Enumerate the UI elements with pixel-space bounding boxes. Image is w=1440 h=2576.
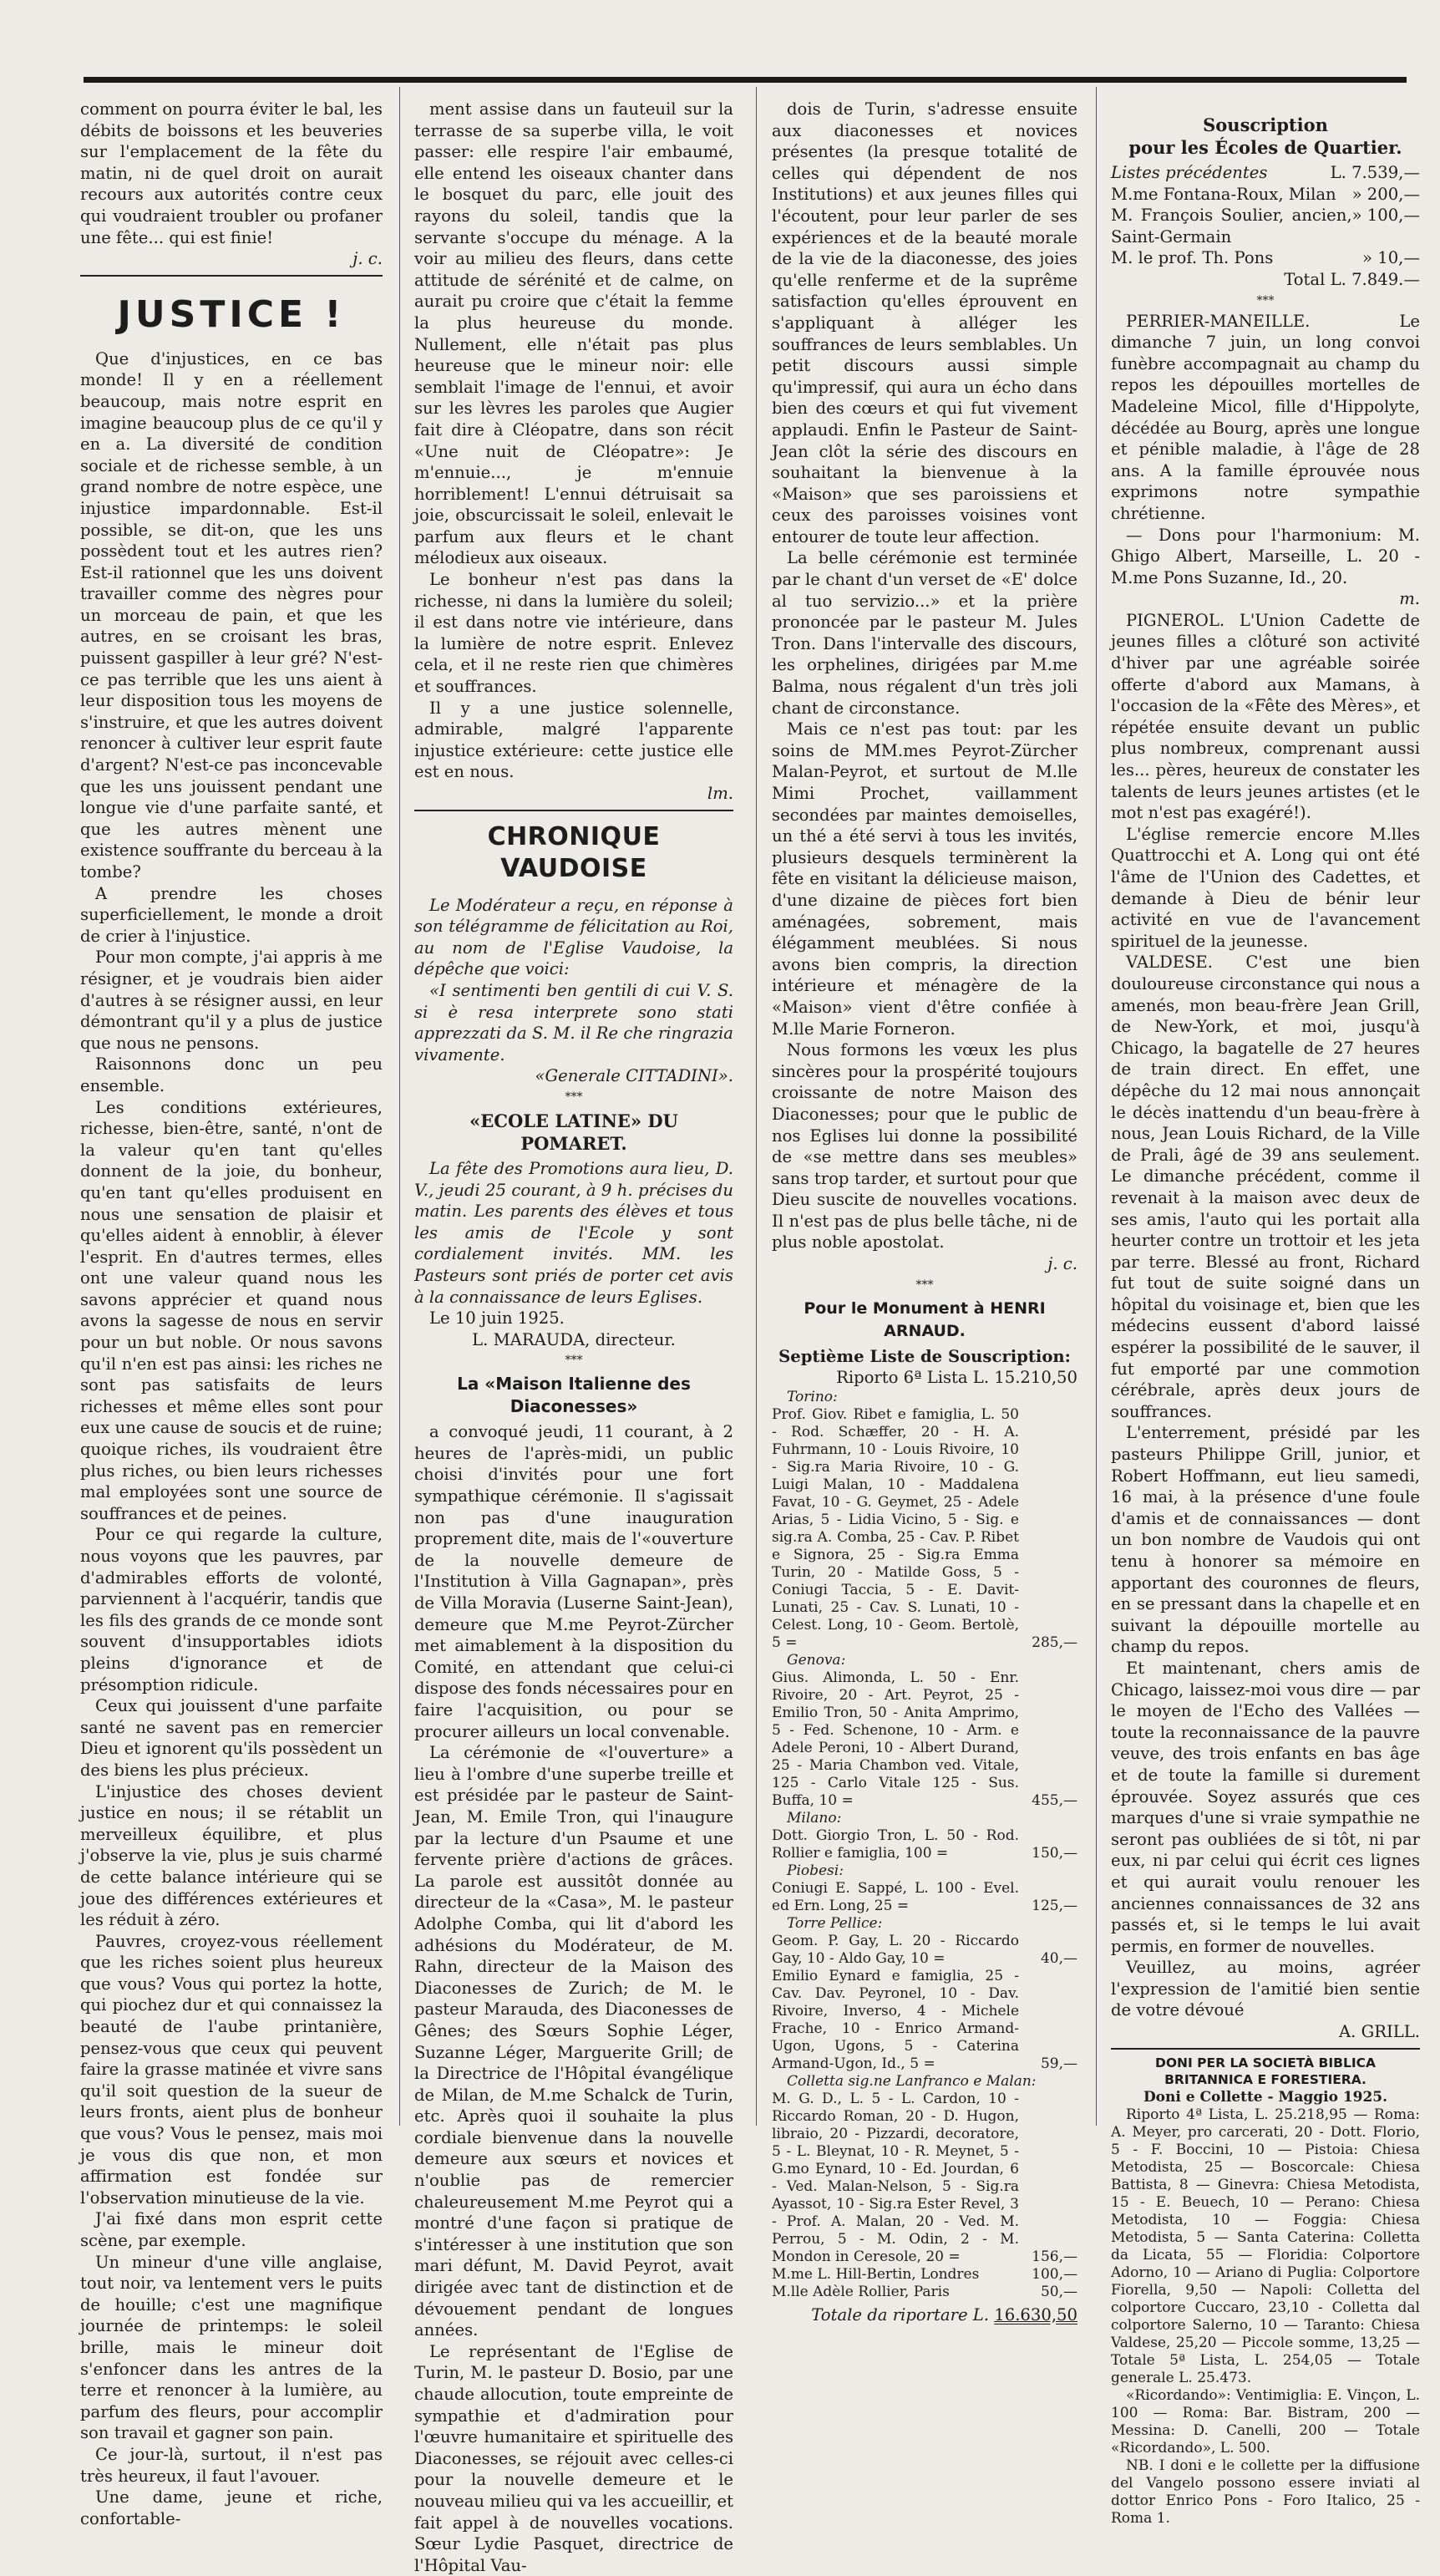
top-rule [84, 77, 1407, 83]
souscription-total: Total L. 7.849.— [1284, 269, 1420, 289]
list-item-amount: 40,— [1040, 1949, 1077, 1967]
monument-list [772, 1389, 1077, 2301]
list-item [772, 1968, 1077, 2073]
paragraph: J'ai fixé dans mon esprit cette scène, par exemple. [80, 2209, 383, 2250]
list-item [772, 2284, 1077, 2301]
paragraph: PERRIER-MANEILLE. Le dimanche 7 juin, un long convoi funèbre accompagnait au champ du repos les dépouilles mortelles de Madeleine Micol, fille d'Hippolyte, décédée au Bourg, après une longue et pénible maladie, à l'âge de 28 ans. A la famille éprouvée nous exprimons notre sympathie chrétienne. [1111, 311, 1420, 523]
list-item-amount: 125,— [1032, 1897, 1077, 1914]
paragraph: Raisonnons donc un peu ensemble. [80, 1054, 383, 1095]
paragraph: Et maintenant, chers amis de Chicago, laissez-moi vous dire — par le moyen de l'Echo des Vallées — toute la reconnaissance de la pauvre veuve, des trois enfants en bas âge et de toute la famille si durement éprouvée. Soyez assurés que ces marques d'une si vraie sympathie ne seront pas oubliées de si tôt, ni par eux, ni par celui qui écrit ces lignes et qui aurait voulu renouer les anciennes connaissances de 32 ans passés et, si le temps le lui avait permis, en former de nouvelles. [1111, 1658, 1420, 1956]
paragraph: PIGNEROL. L'Union Cadette de jeunes filles a clôturé son activité d'hiver par une agréable soirée offerte d'abord aux Mamans, à l'occasion de la «Fête des Mères», et répétée ensuite devant un public plus nombreux, comprenant aussi les... pères, heureux de constater les talents de leurs jeunes artistes (et le mot n'est pas exagéré!). [1111, 610, 1420, 823]
monument-subtitle: Septième Liste de Souscription: [778, 1346, 1071, 1366]
list-item-text: M.lle Adèle Rollier, Paris [772, 2283, 950, 2300]
souscription-row [1111, 162, 1420, 184]
paragraph: La belle cérémonie est terminée par le chant d'un verset de «E' dolce al tuo servizio...» et la prière prononcée par le pasteur M. Jules Tron. Dans l'intervalle des discours, les orphelines, dirigées par M.me Balma, nous régalent d'un très joli chant de circonstance. [772, 548, 1077, 718]
separator-stars: *** [565, 1354, 583, 1368]
list-group-city: Piobesi: [787, 1862, 844, 1879]
paragraph: A prendre les choses superficiellement, le monde a droit de crier à l'injustice. [80, 883, 383, 946]
list-group-city: Torino: [787, 1388, 838, 1405]
paragraph: Les conditions extérieures, richesse, bien-être, santé, n'ont de la valeur qu'en tant qu'elles donnent de la joie, du bonheur, qu'en tant qu'elles produisent en nous une sensation de plaisir et qu'elles aident à ennoblir, à élever l'esprit. En d'autres termes, elles ont une valeur quand nous les savons apprécier et quand nous avons la sagesse de nous en servir pour un but noble. Or nous savons qu'il n'en est pas ainsi: les riches ne sont pas satisfaits de leurs richesses et même elles sont pour eux une cause de soucis et de ruine; quoique riches, ils voudraient être plus riches, ou bien leurs richesses mal employées sont une source de souffrances et de peines. [80, 1097, 383, 1523]
chronique-quote: «I sentimenti ben gentili di cui V. S. si è resa interprete sono stati apprezzati da S. M. il Re che ringrazia vivamente. [414, 980, 733, 1064]
list-group-city: Torre Pellice: [787, 1914, 883, 1932]
list-item [772, 1827, 1077, 1862]
list-item-amount: 50,— [1040, 2283, 1077, 2300]
paragraph: Une dame, jeune et riche, confortable- [80, 2487, 383, 2528]
souscription-subtitle: pour les Écoles de Quartier. [1128, 137, 1402, 158]
ecole-signature: L. MARAUDA, directeur. [472, 1329, 676, 1349]
local-news [1111, 311, 1420, 2022]
justice-title: JUSTICE ! [117, 292, 346, 336]
column-2 [414, 99, 733, 2576]
souscription-amount: » 10,— [1362, 248, 1420, 268]
doni-note: NB. I doni e le collette per la diffusione del Vangelo possono essere inviati al dottor Enrico Pons - Foro Italico, 25 - Roma 1. [1111, 2457, 1420, 2527]
souscription-list [1111, 162, 1420, 269]
paragraph: Nous formons les vœux les plus sincères pour la prospérité toujours croissante de notre Maison des Diaconesses; pour que le public de nos Eglises lui donne la possibilité de «se mettre dans ses meubles» sans trop tarder, et surtout pour que Dieu suscite de nouvelles vocations. Il n'est pas de plus belle tâche, ni de plus noble apostolat. [772, 1040, 1077, 1252]
list-item [772, 1669, 1077, 1810]
monument-total-label: Totale da riportare L. [811, 2304, 990, 2324]
list-group-city: Genova: [787, 1651, 846, 1669]
list-group-city: Milano: [787, 1809, 842, 1827]
paragraph: Le bonheur n'est pas dans la richesse, ni dans la lumière du soleil; il est dans notre vie intérieure, dans la lumière de notre esprit. Enlevez cela, et il ne reste rien que chimères et souffrances. [414, 570, 733, 697]
paragraph: — Dons pour l'harmonium: M. Ghigo Albert, Marseille, L. 20 - M.me Pons Suzanne, Id., 20. [1111, 525, 1420, 587]
souscription-row [1111, 184, 1420, 206]
doni-text: Riporto 4ª Lista, L. 25.218,95 — Roma: A. Meyer, pro carcerati, 20 - Dott. Florio, 5 - F. Boccini, 10 — Pistoia: Chiesa Metodista, 25 — Boscorcale: Chiesa Battista, 8 — Ginevra: Chiesa Metodista, 15 - E. Beuech, 10 — Perano: Chiesa Metodista, 10 — Foggia: Chiesa Metodista, 5 — Santa Caterina: Colletta da Licata, 55 — Floridia: Colportore Adorno, 10 — Ariano di Puglia: Colportore Fiorella, 9,50 — Napoli: Colletta del colportore Cuccaro, 23,10 - Colletta dal colportore Salerno, 10 — Taranto: Chiesa Valdese, 25,20 — Piccole somme, 13,25 — Totale 5ª Lista, L. 254,05 — Totale generale L. 25.473. [1111, 2106, 1420, 2386]
separator-stars: *** [1256, 293, 1275, 307]
intro-text: comment on pourra éviter le bal, les débits de boissons et les beuveries sur l'emplacement de la fête du matin, ni de quel droit on aurait recours aux autorités contre ceux qui voudraient troubler ou profaner une fête... qui est finie! [80, 99, 383, 247]
list-item-text: Dott. Giorgio Tron, L. 50 - Rod. Rollier e famiglia, 100 = [772, 1827, 1019, 1862]
paragraph: L'église remercie encore M.lles Quattrocchi et A. Long qui ont été l'âme de l'Union des Cadettes, et demande à Dieu de bénir leur activité en vue de l'avancement spirituel de la jeunesse. [1111, 824, 1420, 951]
list-item-amount: 285,— [1032, 1633, 1077, 1651]
paragraph: Pour ce qui regarde la culture, nous voyons que les pauvres, par d'admirables efforts de volonté, parviennent à l'acquérir, tandis que les fils des grands de ce monde sont souvent d'insupportables idiots pleins d'ignorance et de présomption ridicule. [80, 1525, 383, 1694]
maison-article-continued [772, 99, 1077, 1253]
section-rule [80, 275, 383, 277]
paragraph: Que d'injustices, en ce bas monde! Il y en a réellement beaucoup, mais notre esprit en imagine beaucoup plus de ce qu'il y en a. La diversité de condition sociale et de richesse semble, à un grand nombre de notre espèce, une injustice impardonnable. Est-il possible, se dit-on, que les uns possèdent tout et les autres rien? Est-il rationnel que les uns doivent travailler comme des nègres pour un morceau de pain, et que les autres, en se croisant les bras, puissent gaspiller à leur gré? N'est-ce pas terrible que les uns aient à leur disposition tous les moyens de s'instruire, et que les autres doivent renoncer à cultiver leur esprit faute d'argent? N'est-ce pas inconcevable que les uns jouissent pendant une longue vie d'une parfaite santé, et que les autres mènent une existence souffrante du berceau à la tombe? [80, 348, 383, 882]
list-item-text: M.me L. Hill-Bertin, Londres [772, 2265, 980, 2283]
paragraph: Ceux qui jouissent d'une parfaite santé ne savent pas en remercier Dieu et ignorent qu'ils possèdent un des biens les plus précieux. [80, 1696, 383, 1780]
monument-total [772, 2304, 1077, 2326]
paragraph: Mais ce n'est pas tout: par les soins de MM.mes Peyrot-Zürcher Malan-Peyrot, et surtout de M.lle Mimi Prochet, vaillamment secondées par maintes demoiselles, un thé a été servi à tous les invités, plusieurs desquels terminèrent la fête en visitant la délicieuse maison, d'une dizaine de pièces fort bien aménagées, sobrement, mais élégamment meublées. Si nous avons bien compris, la direction intérieure et ménagère de la «Maison» vient d'être confiée à M.lle Marie Forneron. [772, 719, 1077, 1039]
paragraph: Il y a une justice solennelle, admirable, malgré l'apparente injustice extérieure: cette justice elle est en nous. [414, 698, 733, 782]
list-item [772, 1933, 1077, 1968]
paragraph: Pauvres, croyez-vous réellement que les riches soient plus heureux que vous? Vous qui portez la hotte, qui piochez dur et qui connaissez la beauté de l'aube printanière, pensez-vous que ceux qui peuvent faire la grasse matinée et vivre sans qu'il soit question de la sueur de leurs fronts, aient plus de bonheur que vous? Vous le pensez, mais moi je vous dis que non, et mon affirmation est fondée sur l'observation minutieuse de la vie. [80, 1931, 383, 2208]
monument-total-amount: 16.630,50 [994, 2304, 1077, 2324]
souscription-row [1111, 205, 1420, 247]
list-item-amount: 150,— [1032, 1844, 1077, 1862]
paragraph: dois de Turin, s'adresse ensuite aux diaconesses et novices présentes (la presque totalité de celles qui dépendent de nos Institutions) et aux jeunes filles qui l'écoutent, pour leur parler de ses expériences et de la beauté morale de la vie de la diaconesse, des joies qu'elle renferme et de la suprême satisfaction qu'elles éprouvent en s'appliquant à alléger les souffrances de leurs semblables. Un petit discours aussi simple qu'impressif, qui aura un écho dans bien des cœurs et qui fut vivement applaudi. Enfin le Pasteur de Saint-Jean clôt la série des discours en souhaitant la bienvenue à la «Maison» que ses paroissiens et ceux des paroisses voisines vont entourer de toute leur affection. [772, 99, 1077, 546]
souscription-label: Listes précédentes [1111, 163, 1268, 182]
maison-signature: j. c. [1047, 1254, 1077, 1274]
paragraph: Ce jour-là, surtout, il n'est pas très heureux, il faut l'avouer. [80, 2444, 383, 2486]
doni-subtitle: Doni e Collette - Maggio 1925. [1143, 2088, 1388, 2106]
column-divider [1096, 87, 1097, 2126]
list-item-text: Gius. Alimonda, L. 50 - Enr. Rivoire, 20 - Art. Peyrot, 25 - Emilio Tron, 50 - Anita Amprimo, 5 - Fed. Schenone, 10 - Arm. e Adele Peroni, 10 - Albert Durand, 25 - Maria Chambon ved. Vitale, 125 - Carlo Vitale 125 - Sus. Buffa, 10 = [772, 1669, 1019, 1809]
doni-text-ricordando: «Ricordando»: Ventimiglia: E. Vinçon, L. 100 — Roma: Bar. Bistram, 200 — Messina: D. Canelli, 200 — Totale «Ricordando», L. 500. [1111, 2386, 1420, 2457]
justice-article-continued [414, 99, 733, 783]
list-item-amount: 100,— [1032, 2265, 1077, 2283]
chronique-title: CHRONIQUE VAUDOISE [487, 821, 661, 883]
separator-stars: *** [915, 1278, 934, 1292]
souscription-title: Souscription [1203, 114, 1328, 135]
maison-article [414, 1421, 733, 2576]
column-1 [80, 99, 383, 2529]
list-item [772, 2091, 1077, 2266]
ecole-date: Le 10 juin 1925. [429, 1308, 565, 1329]
list-item-text: M. G. D., L. 5 - L. Cardon, 10 - Riccardo Roman, 20 - D. Hugon, libraio, 20 - Pizzardi, decoratore, 5 - L. Bleynat, 10 - R. Meynet, 5 - G.mo Eynard, 10 - Ed. Jourdan, 6 - Ved. Malan-Nelson, 5 - Sig.ra Ayassot, 10 - Sig.ra Ester Revel, 3 - Prof. A. Malan, 20 - Ved. M. Perrou, 5 - M. Odin, 2 - M. Mondon in Ceresole, 20 = [772, 2090, 1019, 2265]
list-item-amount: 59,— [1040, 2055, 1077, 2072]
ecole-text: La fête des Promotions aura lieu, D. V., jeudi 25 courant, à 9 h. précises du matin. Les parents des élèves et tous les amis de l'Ecole y sont cordialement invités. MM. les Pasteurs sont priés de porter cet avis à la connaissance de leurs Eglises. [414, 1158, 733, 1307]
column-divider [399, 87, 400, 2126]
intro-signature: j. c. [352, 249, 383, 269]
ecole-title: «ECOLE LATINE» DU POMARET. [469, 1110, 678, 1154]
column-4 [1111, 99, 1420, 2528]
souscription-label: M. le prof. Th. Pons [1111, 248, 1274, 268]
separator-stars: *** [565, 1090, 583, 1104]
paragraph: Le représentant de l'Eglise de Turin, M. le pasteur D. Bosio, par une chaude allocution, toute empreinte de sympathie et d'admiration pour l'œuvre humanitaire et spirituelle des Diaconesses, se réjouit avec celles-ci pour la nouvelle demeure et le nouveau milieu qui va les accueillir, et fait appel à de nouvelles vocations. Sœur Lydie Pasquet, directrice de l'Hôpital Vau- [414, 2341, 733, 2575]
paragraph: VALDESE. C'est une bien douloureuse circonstance qui nous a amenés, mon beau-frère Jean Grill, de New-York, et moi, jusqu'à Chicago, la bagatelle de 27 heures de train direct. En effet, une dépêche du 12 mai nous annonçait le décès inattendu d'un beau-frère à nous, Jean Louis Richard, de la Ville de Prali, âgé de 39 ans seulement. Le dimanche précédent, comme il revenait à la maison avec deux de ses amis, l'auto qui les portait alla heurter contre un trottoir et les jeta par terre. Blessé au front, Richard fut tout de suite soigné dans un hôpital du voisinage et, bien que les médecins eussent d'abord laissé espérer la possibilité de le sauver, il fut emporté par une commotion cérébrale, après deux jours de souffrances. [1111, 953, 1420, 1421]
paragraph: Un mineur d'une ville anglaise, tout noir, va lentement vers le puits de houille; c'est une magnifique journée de printemps: le soleil brille, mais le mineur doit s'enfoncer dans les antres de la terre et renoncer à la lumière, au parfum des fleurs, pour accomplir son travail et gagner son pain. [80, 2252, 383, 2443]
section-rule [414, 810, 733, 811]
section-rule [1111, 2048, 1420, 2050]
list-item-text: Geom. P. Gay, L. 20 - Riccardo Gay, 10 - Aldo Gay, 10 = [772, 1932, 1019, 1967]
souscription-row [1111, 247, 1420, 269]
list-item-text: Coniugi E. Sappé, L. 100 - Evel. ed Ern. Long, 25 = [772, 1879, 1019, 1914]
list-item-text: Emilio Eynard e famiglia, 25 - Cav. Dav. Peyronel, 10 - Dav. Rivoire, Inverso, 4 - Michele Frache, 10 - Enrico Armand-Ugon, Ugons, 5 - Caterina Armand-Ugon, Id., 5 = [772, 1967, 1019, 2072]
doni-title: DONI PER LA SOCIETÀ BIBLICA BRITANNICA E FORESTIERA. [1155, 2055, 1376, 2087]
chronique-intro: Le Modérateur a reçu, en réponse à son télégramme de félicitation au Roi, au nom de l'Eglise Vaudoise, la dépêche que voici: [414, 895, 733, 979]
maison-title: La «Maison Italienne des Diaconesses» [457, 1374, 691, 1417]
paragraph: ment assise dans un fauteuil sur la terrasse de sa superbe villa, le voit passer: elle respire l'air embaumé, elle entend les oiseaux chanter dans le bosquet du parc, elle jouit des rayons du soleil, tandis que la servante s'occupe du ménage. A la voir au milieu des fleurs, dans cette attitude de sérénité et de calme, on aurait pu croire que c'était la femme la plus heureuse du monde. Nullement, elle n'était pas plus heureuse que le mineur noir: elle semblait l'image de l'ennui, et avoir sur les lèvres les paroles que Augier fait dire à Cléopatre, dans son récit «Une nuit de Cléopatre»: Je m'ennuie..., je m'ennuie horriblement! L'ennui détruisait sa joie, obscurcissait le soleil, enlevait le parfum aux fleurs et le chant mélodieux aux oiseaux. [414, 99, 733, 568]
chronique-quote-signature: «Generale CITTADINI». [535, 1066, 733, 1086]
paragraph: Pour mon compte, j'ai appris à me résigner, et je voudrais bien aider d'autres à se résigner aussi, en leur démontrant qu'il y a plus de justice que nous ne pensons. [80, 948, 383, 1053]
list-group-city: Colletta sig.ne Lanfranco e Malan: [787, 2072, 1037, 2090]
souscription-amount: » 200,— [1351, 184, 1420, 204]
paragraph: La cérémonie de «l'ouverture» a lieu à l'ombre d'une superbe treille et est présidée par le pasteur de Saint-Jean, M. Emile Tron, qui l'inaugure par la lecture d'un Psaume et une fervente prière d'actions de grâces. La parole est aussitôt donnée au directeur de la «Casa», M. le pasteur Adolphe Comba, qui lit d'abord les adhésions du Modérateur, de M. Rahn, directeur de la Maison des Diaconesses de Zurich; de M. le pasteur Marauda, des Diaconesses de Gênes; des Sœurs Sophie Léger, Suzanne Léger, Marguerite Grill; de la Directrice de l'Hôpital évangélique de Milan, de M.me Schalck de Turin, etc. Après quoi il souhaite la plus cordiale bienvenue dans la nouvelle demeure aux sœurs et novices et n'oublie pas de remercier chaleureusement M.me Peyrot qui a montré d'une façon si pratique de s'intéresser à une institution que son mari défunt, M. David Peyrot, avait dirigée avec tant de distinction et de dévouement pendant de longues années. [414, 1743, 733, 2340]
souscription-amount: L. 7.539,— [1330, 163, 1420, 182]
grill-signature: A. GRILL. [1338, 2022, 1420, 2042]
list-item-amount: 156,— [1032, 2248, 1077, 2265]
paragraph: a convoqué jeudi, 11 courant, à 2 heures de l'après-midi, un public choisi d'invités pour une fort sympathique cérémonie. Il s'agissait non pas d'une inauguration proprement dite, mais de l'«ouverture de la nouvelle demeure de l'Institution à Villa Gagnapan», près de Villa Moravia (Luserne Saint-Jean), demeure que M.me Peyrot-Zürcher met aimablement à la disposition du Comité, en attendant que celui-ci dispose des fonds nécessaires pour en faire l'acquisition, ou pour se procurer ailleurs un local convenable. [414, 1422, 733, 1741]
list-item-amount: 455,— [1032, 1791, 1077, 1809]
paragraph: Veuillez, au moins, agréer l'expression de l'amitié bien sentie de votre dévoué [1111, 1958, 1420, 2020]
souscription-label: M. François Soulier, ancien, Saint-Germain [1111, 206, 1352, 246]
justice-signature: lm. [707, 784, 733, 803]
monument-title: Pour le Monument à HENRI ARNAUD. [804, 1298, 1046, 1340]
souscription-label: M.me Fontana-Roux, Milan [1111, 184, 1336, 204]
souscription-amount: » 100,— [1351, 206, 1420, 226]
list-item [772, 2266, 1077, 2284]
perrier-signature: m. [1399, 589, 1420, 609]
list-item-text: Prof. Giov. Ribet e famiglia, L. 50 - Rod. Schæffer, 20 - H. A. Fuhrmann, 10 - Louis Rivoire, 10 - Sig.ra Maria Rivoire, 10 - G. Luigi Malan, 10 - Maddalena Favat, 10 - G. Geymet, 25 - Adele Arias, 5 - Lidia Vicino, 5 - Sig. e sig.ra A. Comba, 25 - Cav. P. Ribet e Signora, 25 - Sig.ra Emma Turin, 20 - Matilde Goss, 5 - Coniugi Taccia, 5 - E. Davit-Lunati, 25 - Cav. S. Lunati, 10 - Celest. Long, 10 - Geom. Bertolè, 5 = [772, 1405, 1019, 1651]
justice-article [80, 348, 383, 2530]
column-3 [772, 99, 1077, 2325]
paragraph: L'injustice des choses devient justice en nous; il se rétablit un merveilleux équilibre, et plus j'observe la vie, plus je suis charmé de cette balance intérieure qui se joue des différences extérieures et les réduit à zéro. [80, 1781, 383, 1930]
list-item [772, 1880, 1077, 1915]
monument-riporto: Riporto 6ª Lista L. 15.210,50 [836, 1368, 1077, 1388]
paragraph: L'enterrement, présidé par les pasteurs Philippe Grill, junior, et Robert Hoffmann, eut lieu samedi, 16 mai, à la présence d'une foule d'amis et de connaissances — dont un bon nombre de Vaudois qui ont tenu à honorer sa mémoire en apportant des couronnes de fleurs, en se pressant dans la chapelle et en suivant la dépouille mortelle au champ du repos. [1111, 1423, 1420, 1657]
list-item [772, 1406, 1077, 1652]
column-divider [756, 87, 757, 2126]
